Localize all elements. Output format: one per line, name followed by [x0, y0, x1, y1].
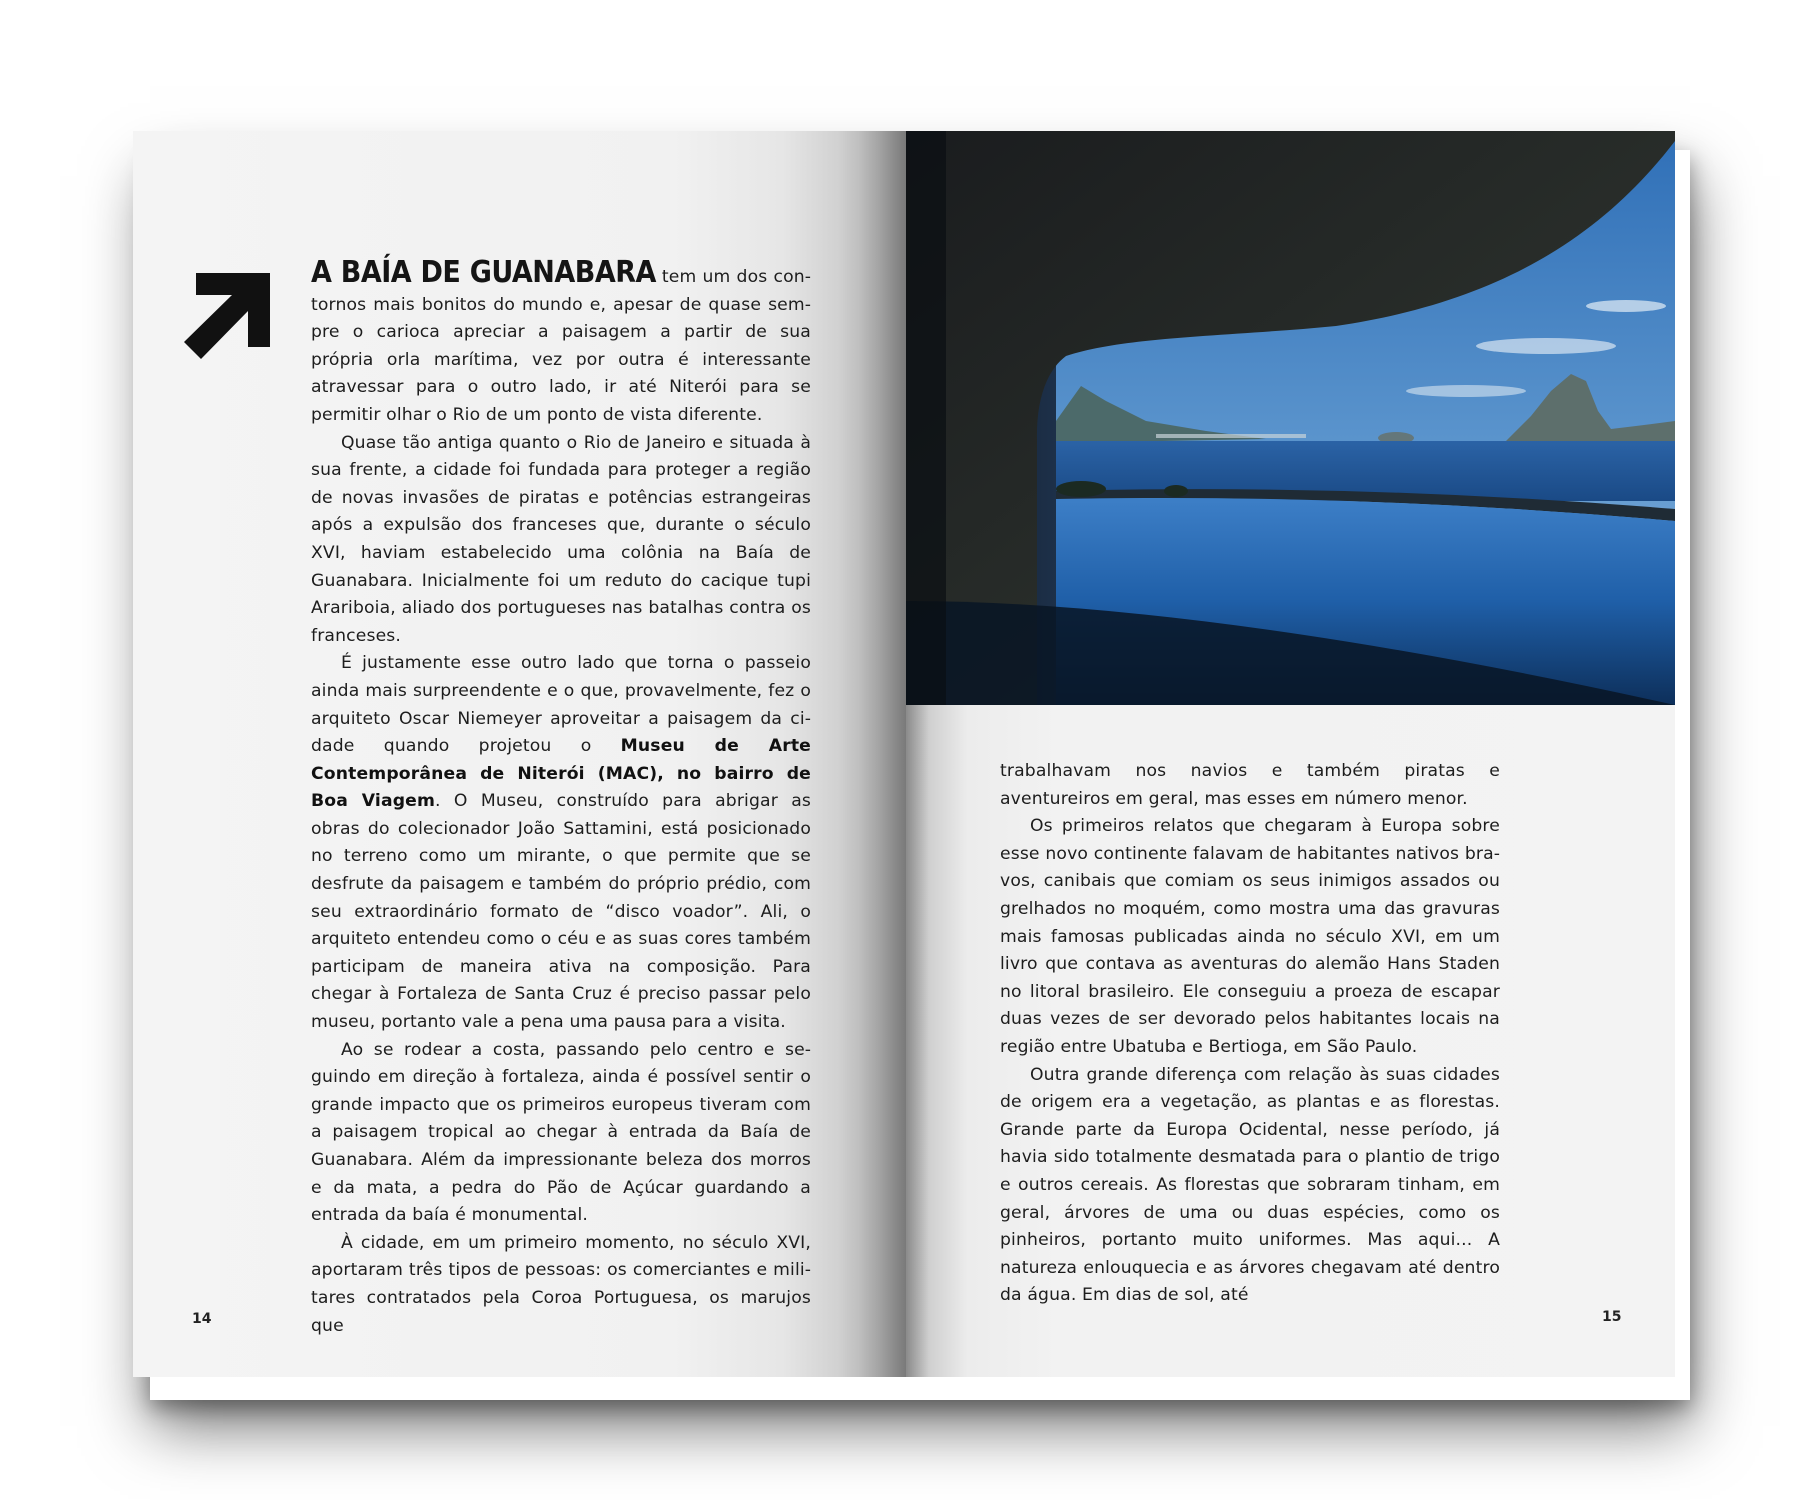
left-page-body [311, 255, 811, 1340]
intro-text: tem um dos contornos mais bonitos do mundo e, apesar de quase sempre o carioca apreciar a paisagem a partir de sua própria orla marítima, vez por outra é interessante atravessar para o outro lado, ir até Niterói para se permitir olhar o Rio de um ponto de vista diferente. [311, 267, 811, 425]
paragraph: Os primeiros relatos que chegaram à Europa sobre esse novo continente falavam de habitantes nativos bravos, canibais que comiam os seus inimigos assados ou grelhados no moquém, como mostra uma das gravuras mais famosas publicadas ainda no século XVI, em um livro que contava as aventuras do alemão Hans Staden no litoral brasileiro. Ele conseguiu a proeza de escapar duas vezes de ser devorado pelos habitantes locais na região entre Ubatuba e Bertioga, em São Paulo. [1000, 816, 1500, 1057]
paragraph: trabalhavam nos navios e também piratas e aventureiros em geral, mas esses em número menor. [1000, 761, 1500, 809]
paragraph: À cidade, em um primeiro momento, no século XVI, aportaram três tipos de pessoas: os comerciantes e militares contratados pela Coroa Portuguesa, os marujos que [311, 1232, 811, 1336]
page-number-left: 14 [192, 1311, 212, 1327]
right-page [906, 131, 1675, 1377]
section-title: A BAÍA DE GUANABARA [311, 255, 656, 290]
museum-bay-view-photo [906, 131, 1675, 705]
museum-name-bold: Museu de Arte Contemporânea de Niterói (MAC), no bairro de Boa Viagem [311, 736, 811, 812]
page-number-right: 15 [1602, 1309, 1622, 1325]
paragraph: Quase tão antiga quanto o Rio de Janeiro e situada à sua frente, a cidade foi fundada para proteger a região de novas invasões de piratas e potências estrangeiras após a expulsão dos franceses que, durante o século XVI, haviam estabelecido uma colônia na Baía de Guanabara. Inicialmente foi um reduto do cacique tupi Arariboia, aliado dos portugueses nas batalhas contra os franceses. [311, 432, 811, 646]
right-page-body [1000, 758, 1500, 1310]
arrow-up-right-icon [184, 273, 270, 359]
paragraph-text: É justamente esse outro lado que torna o passeio ainda mais surpreendente e o que, provavelmente, fez o arquiteto Oscar Niemeyer aproveitar a paisagem da cidade quando projetou o [311, 653, 811, 757]
left-page [133, 131, 906, 1377]
paragraph: Ao se rodear a costa, passando pelo centro e seguindo em direção à fortaleza, ainda é possível sentir o grande impacto que os primeiros europeus tiveram com a paisagem tropical ao chegar à entrada da Baía de Guanabara. Além da impressionante beleza dos morros e da mata, a pedra do Pão de Açúcar guardando a entrada da baía é monumental. [311, 1039, 811, 1226]
paragraph [311, 650, 811, 1036]
paragraph-text: . O Museu, construído para abrigar as obras do colecionador João Sattamini, está posicionado no terreno como um mirante, o que permite que se desfrute da paisagem e também do próprio prédio, com seu extraordinário formato de “disco voador”. Ali, o arquiteto entendeu como o céu e as suas cores também participam de maneira ativa na composição. Para chegar à Fortaleza de Santa Cruz é preciso passar pelo museu, portanto vale a pena uma pausa para a visita. [311, 791, 811, 1033]
intro-paragraph [311, 255, 811, 430]
paragraph: Outra grande diferença com relação às suas cidades de origem era a vegetação, as plantas e as florestas. Grande parte da Europa Ocidental, nesse período, já havia sido totalmente desmatada para o plantio de trigo e outros cereais. As florestas que sobraram tinham, em geral, árvores de uma ou duas espécies, como os pinheiros, portanto muito uniformes. Mas aqui... A natureza enlouquecia e as árvores chegavam até dentro da água. Em dias de sol, até [1000, 1064, 1500, 1306]
